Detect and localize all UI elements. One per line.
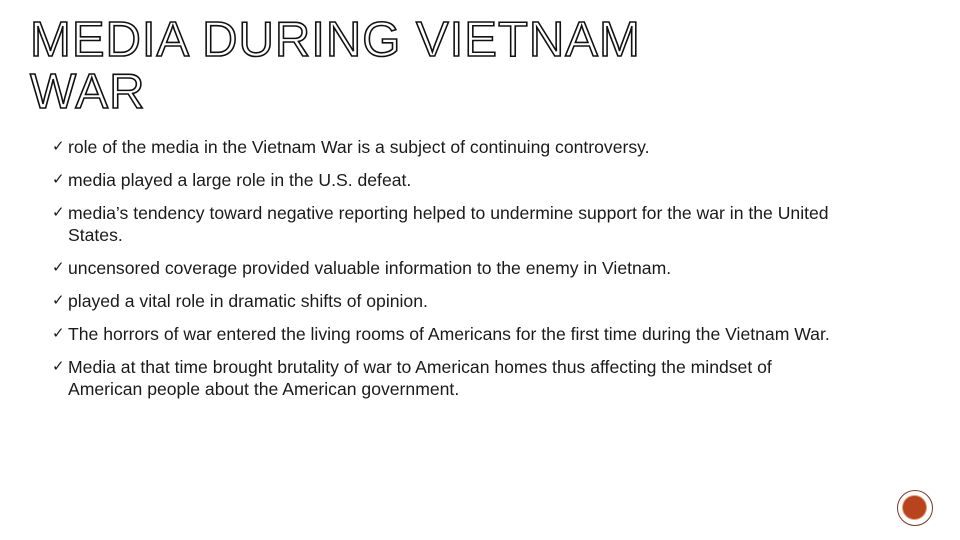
slide-title: [30, 14, 730, 118]
check-mark-icon: ✓: [52, 325, 65, 342]
bullet-text: The horrors of war entered the living rooms of Americans for the first time during the Vietnam War.: [68, 324, 830, 344]
bullet-list: [52, 136, 842, 411]
bullet-text: media played a large role in the U.S. defeat.: [68, 170, 412, 190]
bullet-item: [52, 136, 842, 158]
bullet-text: role of the media in the Vietnam War is a subject of continuing controversy.: [68, 137, 650, 157]
title-line-1: MEDIA DURING VIETNAM: [30, 13, 641, 67]
title-line-2: WAR: [30, 65, 146, 119]
slide-badge-icon: [897, 490, 933, 526]
bullet-item: [52, 290, 842, 312]
bullet-text: uncensored coverage provided valuable information to the enemy in Vietnam.: [68, 258, 672, 278]
bullet-item: [52, 202, 842, 246]
bullet-item: [52, 356, 842, 400]
bullet-text: played a vital role in dramatic shifts of opinion.: [68, 291, 428, 311]
check-mark-icon: ✓: [52, 171, 65, 188]
bullet-item: [52, 169, 842, 191]
badge-inner-circle: [902, 495, 927, 520]
check-mark-icon: ✓: [52, 259, 65, 276]
bullet-text: media’s tendency toward negative reporting helped to undermine support for the war in the United States.: [68, 203, 829, 245]
check-mark-icon: ✓: [52, 138, 65, 155]
check-mark-icon: ✓: [52, 358, 65, 375]
bullet-text: Media at that time brought brutality of war to American homes thus affecting the mindset of American people about the American government.: [68, 357, 772, 399]
check-mark-icon: ✓: [52, 292, 65, 309]
bullet-item: [52, 323, 842, 345]
bullet-item: [52, 257, 842, 279]
check-mark-icon: ✓: [52, 204, 65, 221]
